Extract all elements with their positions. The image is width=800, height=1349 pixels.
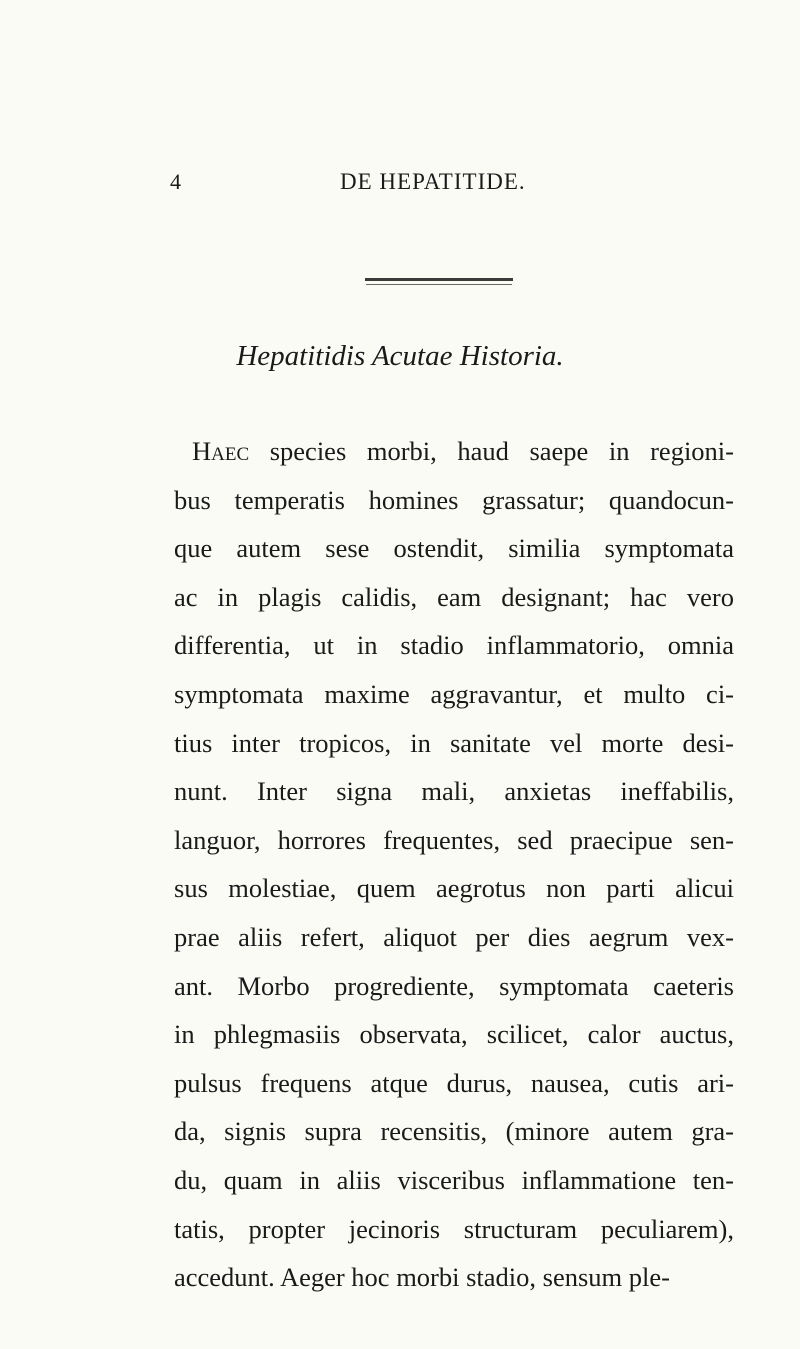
- text-line: languor, horrores frequentes, sed praecipue sen-: [174, 824, 734, 855]
- text-line: sus molestiae, quem aegrotus non parti alicui: [174, 873, 734, 904]
- text-line: tius inter tropicos, in sanitate vel morte desi-: [174, 727, 734, 758]
- text-line: ac in plagis calidis, eam designant; hac vero: [174, 581, 734, 612]
- page-number: 4: [170, 169, 181, 194]
- text-line: [174, 427, 734, 476]
- text-line: nunt. Inter signa mali, anxietas ineffabilis,: [174, 776, 734, 807]
- text-line: da, signis supra recensitis, (minore autem gra-: [174, 1116, 734, 1147]
- line-rest: species morbi, haud saepe in regioni-: [249, 436, 734, 466]
- text-line: tatis, propter jecinoris structuram peculiarem),: [174, 1213, 734, 1244]
- text-line: prae aliis refert, aliquot per dies aegrum vex-: [174, 921, 734, 952]
- text-line: accedunt. Aeger hoc morbi stadio, sensum ple-: [174, 1262, 670, 1293]
- text-line: in phlegmasiis observata, scilicet, calor auctus,: [174, 1019, 734, 1050]
- text-line: symptomata maxime aggravantur, et multo ci-: [174, 678, 734, 709]
- section-divider-rule: [365, 278, 513, 281]
- text-line: ant. Morbo progrediente, symptomata caeteris: [174, 970, 734, 1001]
- text-line: bus temperatis homines grassatur; quandocun-: [174, 484, 734, 515]
- text-line: que autem sese ostendit, similia symptomata: [174, 533, 734, 564]
- text-line: differentia, ut in stadio inflammatorio, omnia: [174, 630, 734, 661]
- section-title: Hepatitidis Acutae Historia.: [236, 340, 564, 372]
- text-line: du, quam in aliis visceribus inflammatione ten-: [174, 1164, 734, 1195]
- text-line: pulsus frequens atque durus, nausea, cutis ari-: [174, 1067, 734, 1098]
- running-head: DE HEPATITIDE.: [340, 169, 526, 194]
- first-word: Haec: [192, 436, 250, 466]
- section-divider-rule-thin: [366, 284, 512, 285]
- body-text: [174, 427, 734, 1302]
